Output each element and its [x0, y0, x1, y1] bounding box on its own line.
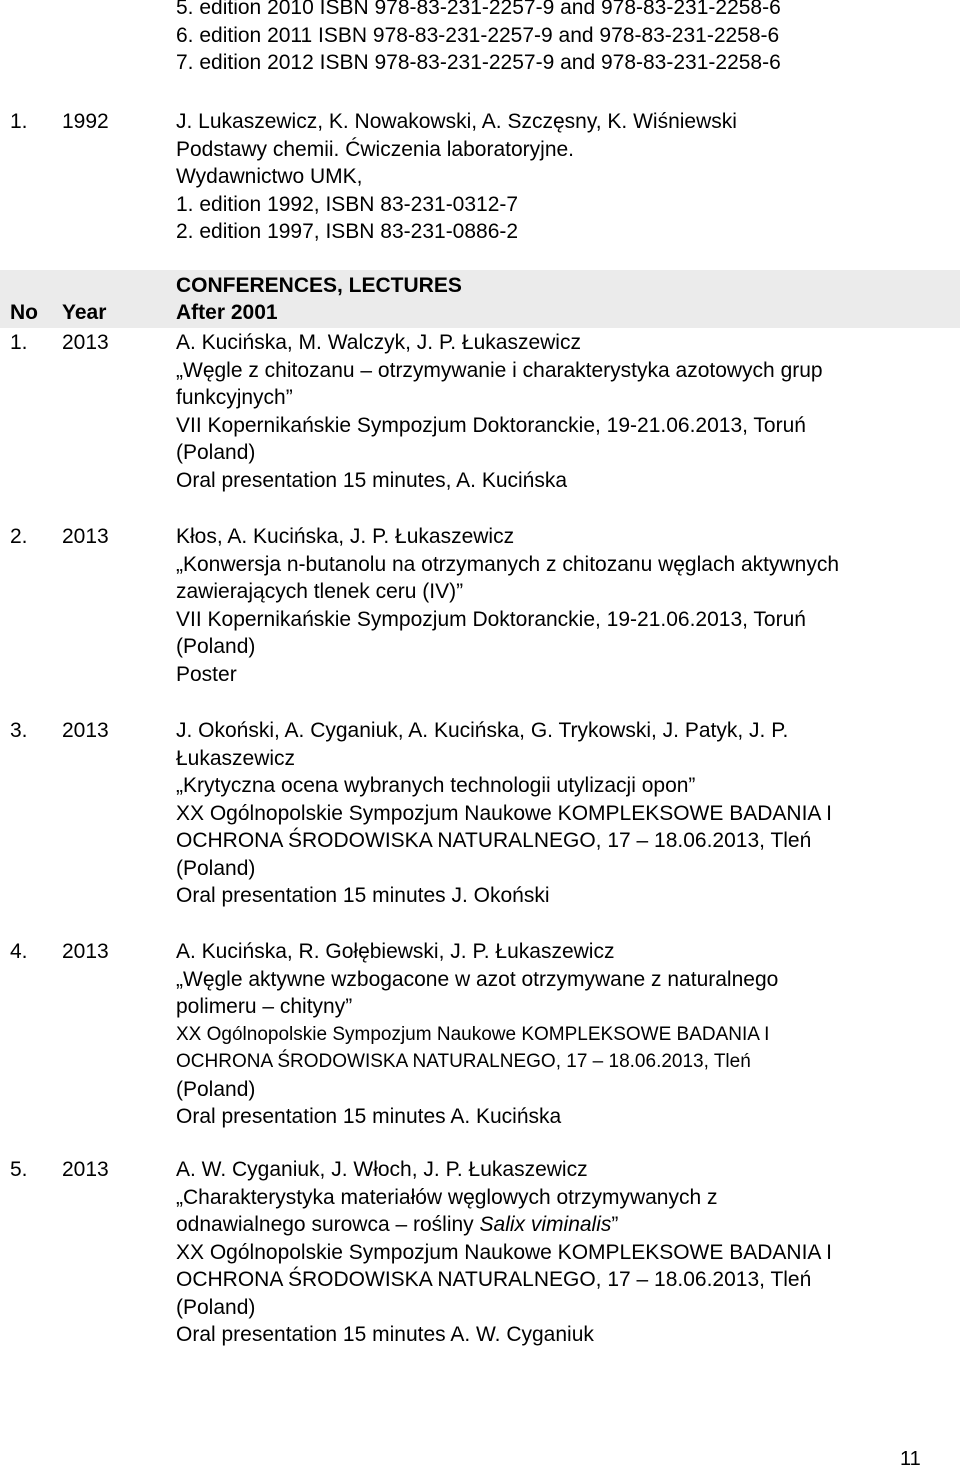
entry-number: 5. — [10, 1158, 28, 1181]
entry-title: „Węgle z chitozanu – otrzymywanie i charakterystyka azotowych grup — [176, 358, 823, 382]
entry-content — [176, 717, 946, 910]
entry-title: funkcyjnych” — [176, 386, 293, 409]
entry-event: VII Kopernikańskie Sympozjum Doktoranckie, 19-21.06.2013, Toruń — [176, 413, 806, 437]
species-name: Salix viminalis — [479, 1213, 612, 1236]
title-quote: ” — [611, 1213, 619, 1236]
entry-event: XX Ogólnopolskie Sympozjum Naukowe KOMPLEKSOWE BADANIA I — [176, 801, 832, 825]
entry-content — [176, 1156, 946, 1349]
book-authors: J. Lukaszewicz, K. Nowakowski, A. Szczęsny, K. Wiśniewski — [176, 110, 737, 133]
entry-year: 2013 — [62, 940, 109, 963]
entry-authors: Łukaszewicz — [176, 746, 296, 770]
book-edition: 1. edition 1992, ISBN 83-231-0312-7 — [176, 192, 519, 216]
entry-content — [176, 329, 946, 494]
entry-year: 2013 — [62, 331, 109, 354]
entry-year: 2013 — [62, 719, 109, 742]
entry-event: XX Ogólnopolskie Sympozjum Naukowe KOMPLEKSOWE BADANIA I — [176, 1240, 832, 1264]
entry-title: „Krytyczna ocena wybranych technologii utylizacji opon” — [176, 774, 696, 797]
book-edition: 2. edition 1997, ISBN 83-231-0886-2 — [176, 220, 519, 243]
entry-content — [176, 938, 946, 1131]
entry-number: 2. — [10, 525, 28, 548]
entry-number: 3. — [10, 719, 28, 742]
entry-title: „Konwersja n-butanolu na otrzymanych z chitozanu węglach aktywnych — [176, 552, 840, 576]
section-title: CONFERENCES, LECTURES — [176, 274, 462, 297]
entry-authors: A. Kucińska, M. Walczyk, J. P. Łukaszewicz — [176, 331, 581, 354]
section-header — [0, 270, 960, 328]
entry-event: (Poland) — [176, 1295, 256, 1319]
entry-note: Oral presentation 15 minutes A. W. Cyganiuk — [176, 1323, 594, 1346]
entry-authors: Kłos, A. Kucińska, J. P. Łukaszewicz — [176, 525, 515, 548]
entry-title: zawierających tlenek ceru (IV)” — [176, 580, 464, 603]
entry-event: (Poland) — [176, 1077, 256, 1101]
entry-event: OCHRONA ŚRODOWISKA NATURALNEGO, 17 – 18.06.2013, Tleń — [176, 1268, 812, 1291]
edition-line: 5. edition 2010 ISBN 978-83-231-2257-9 and 978-83-231-2258-6 — [176, 0, 781, 19]
entry-authors: A. W. Cyganiuk, J. Włoch, J. P. Łukaszewicz — [176, 1158, 588, 1181]
entry-year: 1992 — [62, 110, 109, 133]
entry-event: (Poland) — [176, 856, 256, 880]
book-publisher: Wydawnictwo UMK, — [176, 165, 363, 188]
entry-authors: A. Kucińska, R. Gołębiewski, J. P. Łukaszewicz — [176, 940, 615, 963]
entry-authors: J. Okoński, A. Cyganiuk, A. Kucińska, G. Trykowski, J. Patyk, J. P. — [176, 719, 789, 742]
title-text: odnawialnego surowca – rośliny — [176, 1213, 480, 1236]
page-number: 11 — [900, 1448, 921, 1470]
book-title: Podstawy chemii. Ćwiczenia laboratoryjne. — [176, 137, 575, 161]
entry-event: XX Ogólnopolskie Sympozjum Naukowe KOMPLEKSOWE BADANIA I — [176, 1023, 770, 1045]
entry-content — [176, 523, 946, 688]
entry-note: Oral presentation 15 minutes, A. Kucińska — [176, 468, 568, 492]
column-header-year: Year — [62, 301, 107, 324]
entry-note: Oral presentation 15 minutes J. Okoński — [176, 884, 550, 907]
entry-event: (Poland) — [176, 635, 256, 658]
entry-event: OCHRONA ŚRODOWISKA NATURALNEGO, 17 – 18.06.2013, Tleń — [176, 1051, 751, 1072]
entry-title: „Charakterystyka materiałów węglowych otrzymywanych z — [176, 1185, 718, 1209]
column-header-no: No — [10, 301, 38, 324]
entry-title: polimeru – chityny” — [176, 995, 353, 1018]
edition-list — [176, 0, 781, 77]
section-subtitle: After 2001 — [176, 301, 278, 324]
entry-year: 2013 — [62, 525, 109, 548]
entry-event: OCHRONA ŚRODOWISKA NATURALNEGO, 17 – 18.06.2013, Tleń — [176, 829, 812, 852]
entry-event: VII Kopernikańskie Sympozjum Doktoranckie, 19-21.06.2013, Toruń — [176, 607, 806, 631]
entry-number: 1. — [10, 110, 28, 133]
entry-title — [176, 1211, 946, 1239]
entry-number: 1. — [10, 331, 28, 354]
edition-line: 6. edition 2011 ISBN 978-83-231-2257-9 and 978-83-231-2258-6 — [176, 23, 780, 47]
entry-year: 2013 — [62, 1158, 109, 1181]
edition-line: 7. edition 2012 ISBN 978-83-231-2257-9 and 978-83-231-2258-6 — [176, 51, 781, 74]
entry-title: „Węgle aktywne wzbogacone w azot otrzymywane z naturalnego — [176, 967, 779, 991]
entry-number: 4. — [10, 940, 28, 963]
entry-event: (Poland) — [176, 441, 256, 464]
entry-content — [176, 108, 946, 246]
entry-note: Poster — [176, 662, 237, 686]
entry-note: Oral presentation 15 minutes A. Kucińska — [176, 1105, 562, 1128]
